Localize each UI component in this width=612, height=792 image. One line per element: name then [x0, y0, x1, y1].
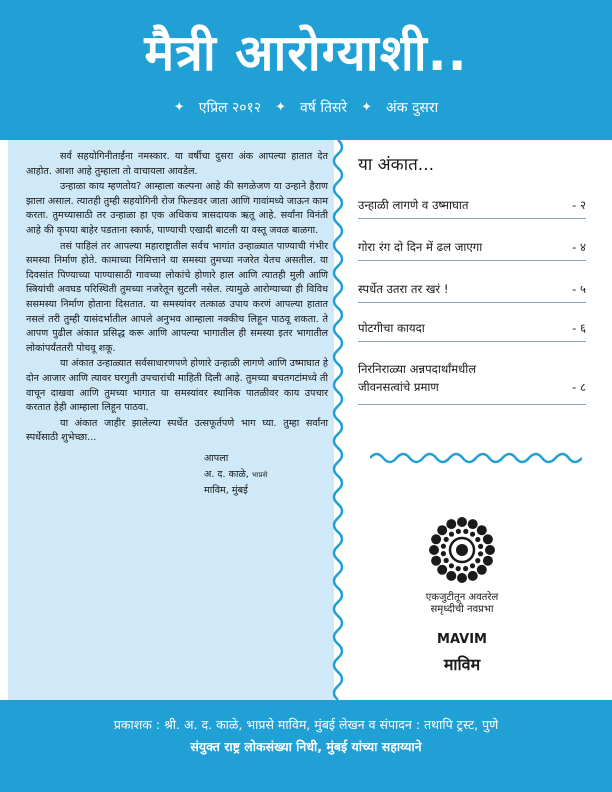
- logo-petal: [483, 534, 493, 544]
- logo-petal: [478, 544, 483, 549]
- toc-item-page: - २: [572, 198, 586, 212]
- logo-petal: [478, 551, 483, 556]
- toc-item-page: - ८: [572, 380, 586, 394]
- signoff-title: भाप्रसे: [251, 470, 268, 479]
- signoff-closing: आपला: [204, 452, 229, 464]
- toc-item[interactable]: [358, 280, 586, 303]
- logo-petal: [437, 525, 447, 535]
- editorial-text: [26, 150, 328, 501]
- wavy-divider: [326, 140, 350, 700]
- logo-petal: [483, 556, 493, 566]
- mavim-logo: [420, 508, 504, 592]
- mavim-name-marathi: माविम: [443, 655, 481, 674]
- logo-petal: [456, 529, 461, 534]
- logo-petal: [468, 571, 478, 581]
- logo-petal: [441, 544, 446, 549]
- editorial-paragraph: या अंकात जाहीर झालेल्या स्पर्धेत उत्सफूर्तपणे भाग घ्या. तुम्हा सर्वांना स्पर्धेसाठी शुभेच्छा...: [26, 417, 328, 444]
- logo-petal: [477, 525, 487, 535]
- logo-petal: [475, 537, 480, 542]
- logo-petal: [446, 571, 456, 581]
- signoff: [204, 451, 324, 499]
- star-icon: ✦: [173, 100, 185, 115]
- editorial-paragraph: सर्व सहयोगिनीताईंना नमस्कार. या वर्षीचा दुसरा अंक आपल्या हातात देत आहोत. आशा आहे तुम्हाला तो वाचायला आवडेल.: [26, 151, 328, 177]
- signoff-name-line: [204, 467, 324, 483]
- signoff-org: माविम, मुंबई: [204, 484, 248, 496]
- logo-petal: [457, 517, 467, 527]
- logo-petal: [444, 558, 449, 563]
- toc-heading: या अंकात...: [358, 155, 435, 175]
- toc-item-label: उन्हाळी लागणे व उष्माघात: [358, 198, 469, 212]
- issue-info: [0, 101, 612, 115]
- logo-petal: [431, 534, 441, 544]
- logo-petal: [446, 519, 456, 529]
- toc-item-page: - ४: [572, 240, 586, 254]
- mavim-name-english: MAVIM: [437, 632, 487, 647]
- logo-petal: [485, 545, 495, 555]
- editorial-paragraph: तसं पाहिलं तर आपल्या महाराष्ट्रातील सर्वच भागांत उन्हाळ्यात पाण्याची गंभीर समस्या निर्माण होते. कामाच्या निमित्ताने या समस्या तुमच्या नजरेत येतच असतील. या दिवसांत पिण्याच्या पाण्यासाठी गावच्या लोकांचे होणारे हाल आणि त्यातही मुली आणि स्त्रियांची अवघड परिस्थिती तुमच्या नजरेतून सुटली नसेल. त्यामुळे आरोग्याच्या ही विविध ससमस्या निर्माण होताना दिसतात. या समस्यांवर तत्काळ उपाय करणं आपल्या हातात नसलं तरी तुम्ही यासंदर्भातील आपले अनुभव आम्हाला नक्कीच लिहून पाठवू शकता. ते आपण पुढील अंकात प्रसिद्ध करू आणि आपल्या भागातील ही समस्या इतर भागातील लोकांपर्यंततरी पोचवू शकू.: [26, 240, 328, 354]
- logo-petal: [463, 529, 468, 534]
- toc-item[interactable]: [358, 238, 586, 261]
- logo-petal: [431, 556, 441, 566]
- toc-item-label: निरनिराळ्या अन्नपदार्थांमधील जीवनसत्वांचे प्रमाण: [358, 362, 477, 394]
- toc-item-label: स्पर्धेत उतरा तर खरं !: [358, 282, 449, 296]
- toc-item[interactable]: [358, 196, 586, 219]
- logo-petal: [449, 563, 454, 568]
- logo-petal: [470, 563, 475, 568]
- newsletter-title: मैत्री आरोग्याशी..: [144, 24, 468, 82]
- logo-caption: एकजुटीतून अवतरेल समृध्दीची नवप्रभा: [425, 592, 499, 615]
- logo-petal: [444, 537, 449, 542]
- logo-petal: [429, 545, 439, 555]
- logo-petal: [463, 566, 468, 571]
- toc-item-page: - ६: [572, 321, 586, 335]
- logo-petal: [441, 551, 446, 556]
- toc-item-page: - ५: [572, 282, 586, 296]
- logo-petal: [475, 558, 480, 563]
- logo-petal: [457, 573, 467, 583]
- star-icon: ✦: [361, 100, 373, 115]
- logo-petal: [470, 532, 475, 537]
- issue-year: वर्ष तिसरे: [300, 100, 348, 116]
- editorial-paragraph: या अंकात उन्हाळ्यात सर्वसाधारणपणे होणारे उन्हाळी लागणे आणि उष्माघात हे दोन आजार आणि त्यावर घरगुती उपचारांची माहिती दिली आहे. तुमच्या बचतगटांमध्ये ती वाचून दाखवा आणि तुमच्या भागात या समस्यांवर स्थानिक पातळीवर काय उपचार करतात हेही आम्हाला लिहून पाठवा.: [26, 358, 328, 414]
- footer-publisher: प्रकाशक : श्री. अ. द. काळे, भाप्रसे माविम, मुंबई लेखन व संपादन : तथापि ट्रस्ट, पुणे: [113, 717, 499, 732]
- logo-petal: [456, 566, 461, 571]
- editorial-paragraph: उन्हाळा काय म्हणतोय? आम्हाला कल्पना आहे की सगळेजण या उन्हाने हैराण झाला असाल. त्यातही तुम्ही सहयोगिनी रोज फिल्डवर जाता आणि गावांमध्ये जाऊन काम करता. तुमच्यासाठी तर उन्हाळा हा एक अधिकच त्रासदायक ऋतू आहे. सर्वांना विनंती आहे की कृपया बाहेर पडताना स्कार्फ, पाण्याची एखादी बाटली या वस्तू जवळ बाळगा.: [26, 181, 328, 236]
- logo-petal: [437, 565, 447, 575]
- signoff-name: अ. द. काळे,: [204, 468, 249, 480]
- toc-item[interactable]: [358, 319, 586, 342]
- footer-sponsor: संयुक्त राष्ट्र लोकसंख्या निधी, मुंबई यांच्या सहाय्याने: [190, 739, 422, 754]
- issue-number: अंक दुसरा: [386, 100, 439, 116]
- logo-petal: [468, 519, 478, 529]
- toc-item-label: पोटगीचा कायदा: [358, 321, 425, 335]
- wavy-rule: [370, 448, 582, 468]
- logo-petal: [449, 532, 454, 537]
- toc-item-label: गोरा रंग दो दिन में ढल जाएगा: [358, 240, 483, 254]
- star-icon: ✦: [275, 100, 287, 115]
- issue-date: एप्रिल २०१२: [198, 100, 262, 116]
- toc-item[interactable]: [358, 360, 586, 405]
- logo-petal: [477, 565, 487, 575]
